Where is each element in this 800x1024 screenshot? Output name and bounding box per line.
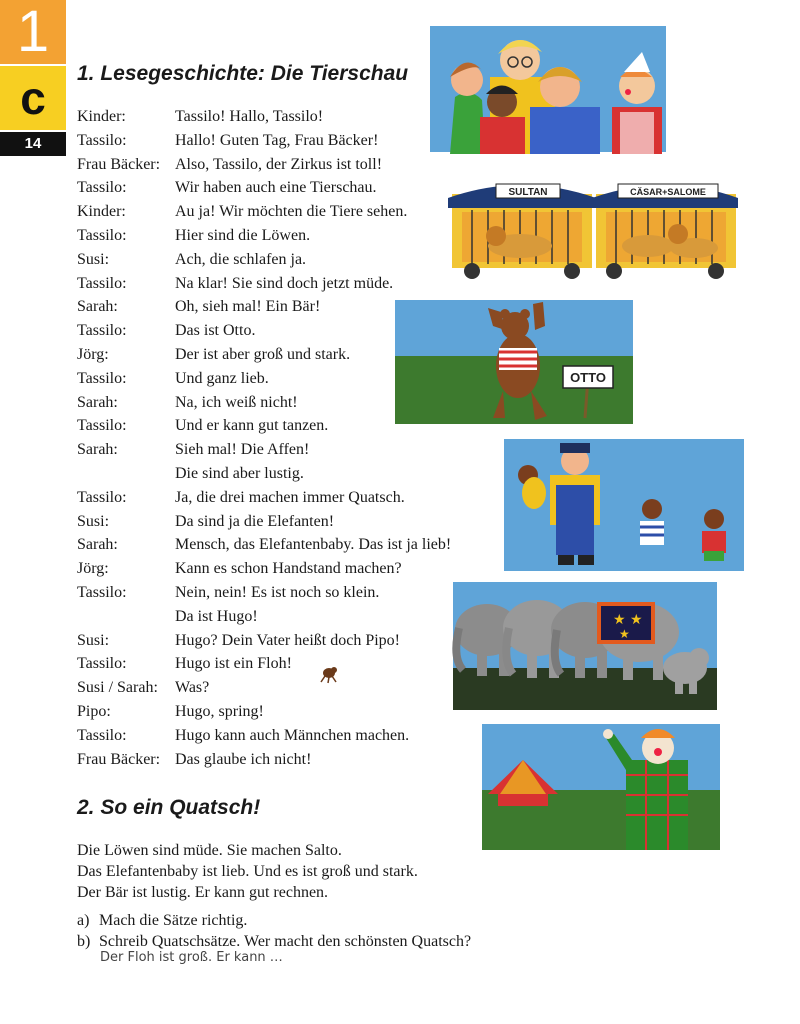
speaker-name: Tassilo: — [77, 655, 127, 673]
dialogue-text: Was? — [175, 679, 210, 697]
dialogue-text: Tassilo! Hallo, Tassilo! — [175, 108, 324, 125]
paragraph-line: Das Elefantenbaby ist lieb. Und es ist groß und stark. — [77, 863, 418, 880]
page-number: 14 — [0, 132, 66, 156]
dialogue-text: Die sind aber lustig. — [175, 465, 304, 482]
cage-right-sign: CÄSAR+SALOME — [630, 187, 706, 197]
dialogue-text: Sieh mal! Die Affen! — [175, 441, 310, 459]
speaker-name: Tassilo: — [77, 488, 127, 506]
svg-text:★ ★: ★ ★ — [613, 612, 643, 628]
dialogue-text: Der ist aber groß und stark. — [175, 346, 351, 363]
dialogue-text: Kann es schon Handstand machen? — [175, 560, 402, 578]
speaker-name: Tassilo: — [77, 131, 127, 149]
task-text: Schreib Quatschsätze. Wer macht den schönsten Quatsch? — [99, 933, 472, 950]
speaker-name: Frau Bäcker: — [77, 750, 161, 768]
dialogue-text: Hugo ist ein Floh! — [175, 655, 292, 673]
cage-left-sign: SULTAN — [508, 187, 548, 198]
dialogue-text: Wir haben auch eine Tierschau. — [175, 179, 377, 197]
dialogue-text: Hugo, spring! — [175, 703, 264, 720]
speaker-name: Tassilo: — [77, 274, 127, 292]
speaker-name: Susi / Sarah: — [77, 679, 158, 697]
speaker-name: Kinder: — [77, 108, 126, 125]
elephants-illustration — [447, 578, 719, 710]
paragraph-line: Der Bär ist lustig. Er kann gut rechnen. — [77, 884, 329, 901]
dialogue-text: Hier sind die Löwen. — [175, 227, 311, 244]
bear-illustration — [393, 296, 635, 426]
task-text: Mach die Sätze richtig. — [99, 912, 248, 929]
dialogue-text: Au ja! Wir möchten die Tiere sehen. — [175, 203, 408, 221]
speaker-name: Sarah: — [77, 298, 118, 316]
speaker-name: Susi: — [77, 631, 110, 649]
dialogue-text: Na, ich weiß nicht! — [175, 393, 298, 411]
speaker-name: Tassilo: — [77, 369, 127, 387]
dialogue-text: Mensch, das Elefantenbaby. Das ist ja lieb! — [175, 536, 452, 554]
unit-letter-tab: c — [0, 66, 66, 130]
svg-text:★: ★ — [619, 627, 630, 641]
speaker-name: Kinder: — [77, 203, 126, 221]
speaker-name: Tassilo: — [77, 584, 127, 601]
dialogue-text: Hugo? Dein Vater heißt doch Pipo! — [175, 631, 400, 649]
section1-title: 1. Lesegeschichte: Die Tierschau — [77, 62, 409, 85]
dialogue-text: Oh, sieh mal! Ein Bär! — [175, 298, 321, 316]
speaker-name: Tassilo: — [77, 227, 127, 244]
speaker-name: Jörg: — [77, 346, 109, 363]
dialogue-text: Da sind ja die Elefanten! — [175, 512, 335, 530]
speaker-name: Frau Bäcker: — [77, 155, 161, 173]
dialogue-text: Ach, die schlafen ja. — [175, 250, 307, 268]
dialogue-text: Und ganz lieb. — [175, 369, 269, 387]
dialogue-text: Nein, nein! Es ist noch so klein. — [175, 584, 380, 601]
speaker-name: Tassilo: — [77, 726, 127, 744]
speaker-name: Sarah: — [77, 441, 118, 459]
dialogue-text: Das ist Otto. — [175, 322, 256, 340]
speaker-name: Susi: — [77, 512, 110, 530]
dialogue-text: Also, Tassilo, der Zirkus ist toll! — [175, 155, 383, 173]
task-label: b) — [77, 933, 91, 950]
children-illustration — [420, 22, 670, 154]
task-label: a) — [77, 912, 90, 929]
flea-icon — [318, 664, 340, 684]
dialogue-text: Hallo! Guten Tag, Frau Bäcker! — [175, 131, 379, 149]
speaker-name: Sarah: — [77, 536, 118, 554]
bear-sign: OTTO — [570, 370, 606, 385]
unit-number-tab: 1 — [0, 0, 66, 64]
speaker-name: Sarah: — [77, 393, 118, 411]
speaker-name: Jörg: — [77, 560, 109, 578]
dialogue-text: Da ist Hugo! — [175, 607, 258, 625]
paragraph-line: Die Löwen sind müde. Sie machen Salto. — [77, 842, 342, 859]
monkeys-illustration — [500, 435, 748, 573]
lion-cages-illustration — [448, 172, 738, 280]
dialogue-text: Na klar! Sie sind doch jetzt müde. — [175, 274, 394, 292]
speaker-name: Tassilo: — [77, 417, 127, 435]
section2-title: 2. So ein Quatsch! — [77, 796, 261, 819]
speaker-name: Pipo: — [77, 703, 111, 720]
dialogue-text: Ja, die drei machen immer Quatsch. — [175, 488, 405, 506]
clown-illustration — [478, 720, 724, 852]
speaker-name: Susi: — [77, 250, 110, 268]
handwritten-example: Der Floh ist groß. Er kann … — [100, 950, 283, 965]
dialogue-text: Das glaube ich nicht! — [175, 750, 312, 768]
speaker-name: Tassilo: — [77, 179, 127, 197]
dialogue-text: Und er kann gut tanzen. — [175, 417, 329, 435]
dialogue-text: Hugo kann auch Männchen machen. — [175, 726, 410, 744]
speaker-name: Tassilo: — [77, 322, 127, 340]
